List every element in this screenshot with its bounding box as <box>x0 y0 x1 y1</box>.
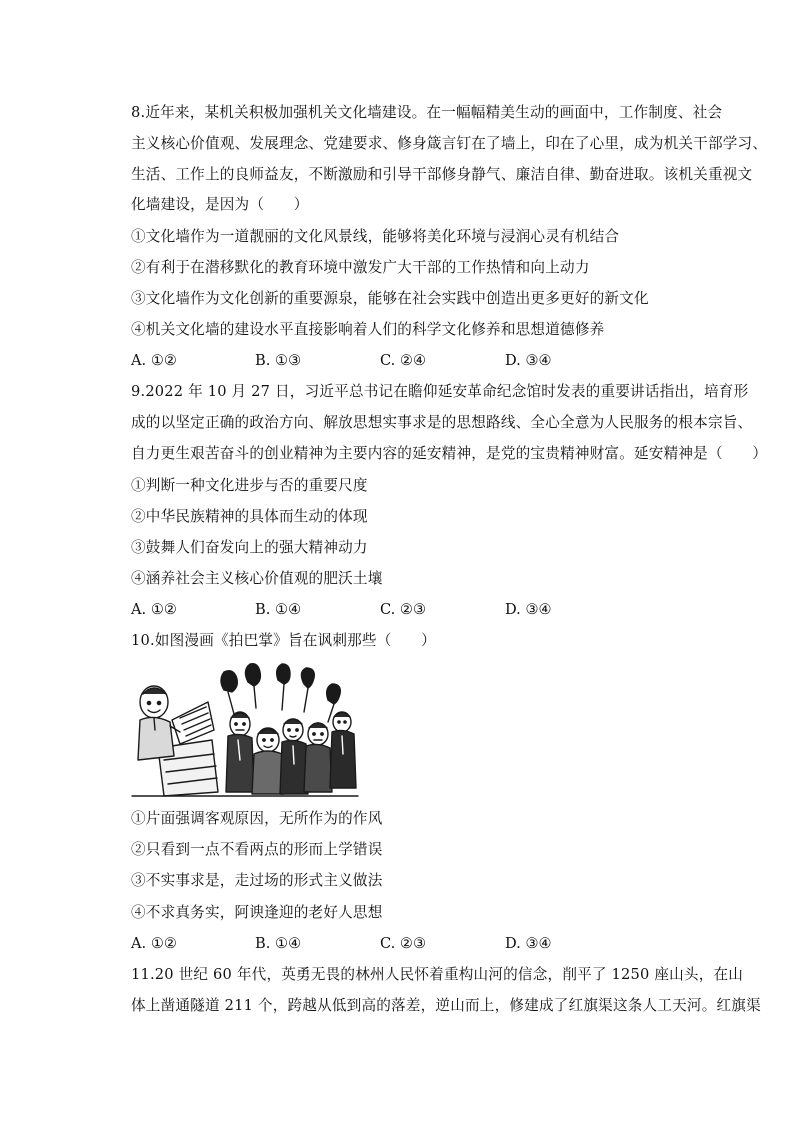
q9-item-3: ③鼓舞人们奋发向上的强大精神动力 <box>131 539 368 556</box>
q8-stem-line-4: 化墙建设，是因为（ ） <box>131 196 309 213</box>
q9-option-a[interactable]: A. ①② <box>131 601 177 618</box>
q8-options <box>131 351 671 371</box>
q10-option-b[interactable]: B. ①④ <box>255 935 302 952</box>
q10-item-3: ③不实事求是，走过场的形式主义做法 <box>131 872 383 889</box>
q10-option-c[interactable]: C. ②③ <box>380 935 427 952</box>
q10-options <box>131 934 671 954</box>
q9-item-2: ②中华民族精神的具体而生动的体现 <box>131 508 368 525</box>
q8-option-b[interactable]: B. ①③ <box>255 352 302 369</box>
q9-stem-line-3: 自力更生艰苦奋斗的创业精神为主要内容的延安精神，是党的宝贵精神财富。延安精神是（ ） <box>131 445 768 462</box>
q9-stem-line-2: 成的以坚定正确的政治方向、解放思想实事求是的思想路线、全心全意为人民服务的根本宗旨、 <box>131 414 753 431</box>
cartoon-clapping-illustration <box>128 660 362 800</box>
q9-option-c[interactable]: C. ②③ <box>380 601 427 618</box>
q11-stem-line-2: 体上凿通隧道 211 个，跨越从低到高的落差，逆山而上，修建成了红旗渠这条人工天河。红旗渠 <box>131 997 761 1014</box>
q10-option-a[interactable]: A. ①② <box>131 935 177 952</box>
q9-stem-line-1: 9.2022 年 10 月 27 日，习近平总书记在瞻仰延安革命纪念馆时发表的重要讲话指出，培育形 <box>131 383 749 400</box>
q10-item-1: ①片面强调客观原因，无所作为的作风 <box>131 810 383 827</box>
q9-option-b[interactable]: B. ①④ <box>255 601 302 618</box>
q8-item-3: ③文化墙作为文化创新的重要源泉，能够在社会实践中创造出更多更好的新文化 <box>131 290 649 307</box>
q10-item-4: ④不求真务实，阿谀逢迎的老好人思想 <box>131 904 383 921</box>
q8-stem-line-1: 8.近年来，某机关积极加强机关文化墙建设。在一幅幅精美生动的画面中，工作制度、社会 <box>131 104 723 121</box>
q8-item-2: ②有利于在潜移默化的教育环境中激发广大干部的工作热情和向上动力 <box>131 259 590 276</box>
q9-options <box>131 600 671 620</box>
q10-option-d[interactable]: D. ③④ <box>505 935 552 952</box>
q9-item-4: ④涵养社会主义核心价值观的肥沃土壤 <box>131 570 383 587</box>
q8-option-c[interactable]: C. ②④ <box>380 352 427 369</box>
q10-item-2: ②只看到一点不看两点的形而上学错误 <box>131 841 383 858</box>
q8-item-1: ①文化墙作为一道靓丽的文化风景线，能够将美化环境与浸润心灵有机结合 <box>131 228 620 245</box>
q8-stem-line-3: 生活、工作上的良师益友，不断激励和引导干部修身静气、廉洁自律、勤奋进取。该机关重视文 <box>131 166 753 183</box>
q10-stem-line-1: 10.如图漫画《拍巴掌》旨在讽刺那些（ ） <box>131 632 436 649</box>
q9-option-d[interactable]: D. ③④ <box>505 601 552 618</box>
q9-item-1: ①判断一种文化进步与否的重要尺度 <box>131 477 368 494</box>
q8-stem-line-2: 主义核心价值观、发展理念、党建要求、修身箴言钉在了墙上，印在了心里，成为机关干部学习、 <box>131 135 768 152</box>
q8-option-d[interactable]: D. ③④ <box>505 352 552 369</box>
q8-item-4: ④机关文化墙的建设水平直接影响着人们的科学文化修养和思想道德修养 <box>131 321 605 338</box>
q11-stem-line-1: 11.20 世纪 60 年代，英勇无畏的林州人民怀着重构山河的信念，削平了 1250 座山头，在山 <box>131 966 744 983</box>
q8-option-a[interactable]: A. ①② <box>131 352 177 369</box>
